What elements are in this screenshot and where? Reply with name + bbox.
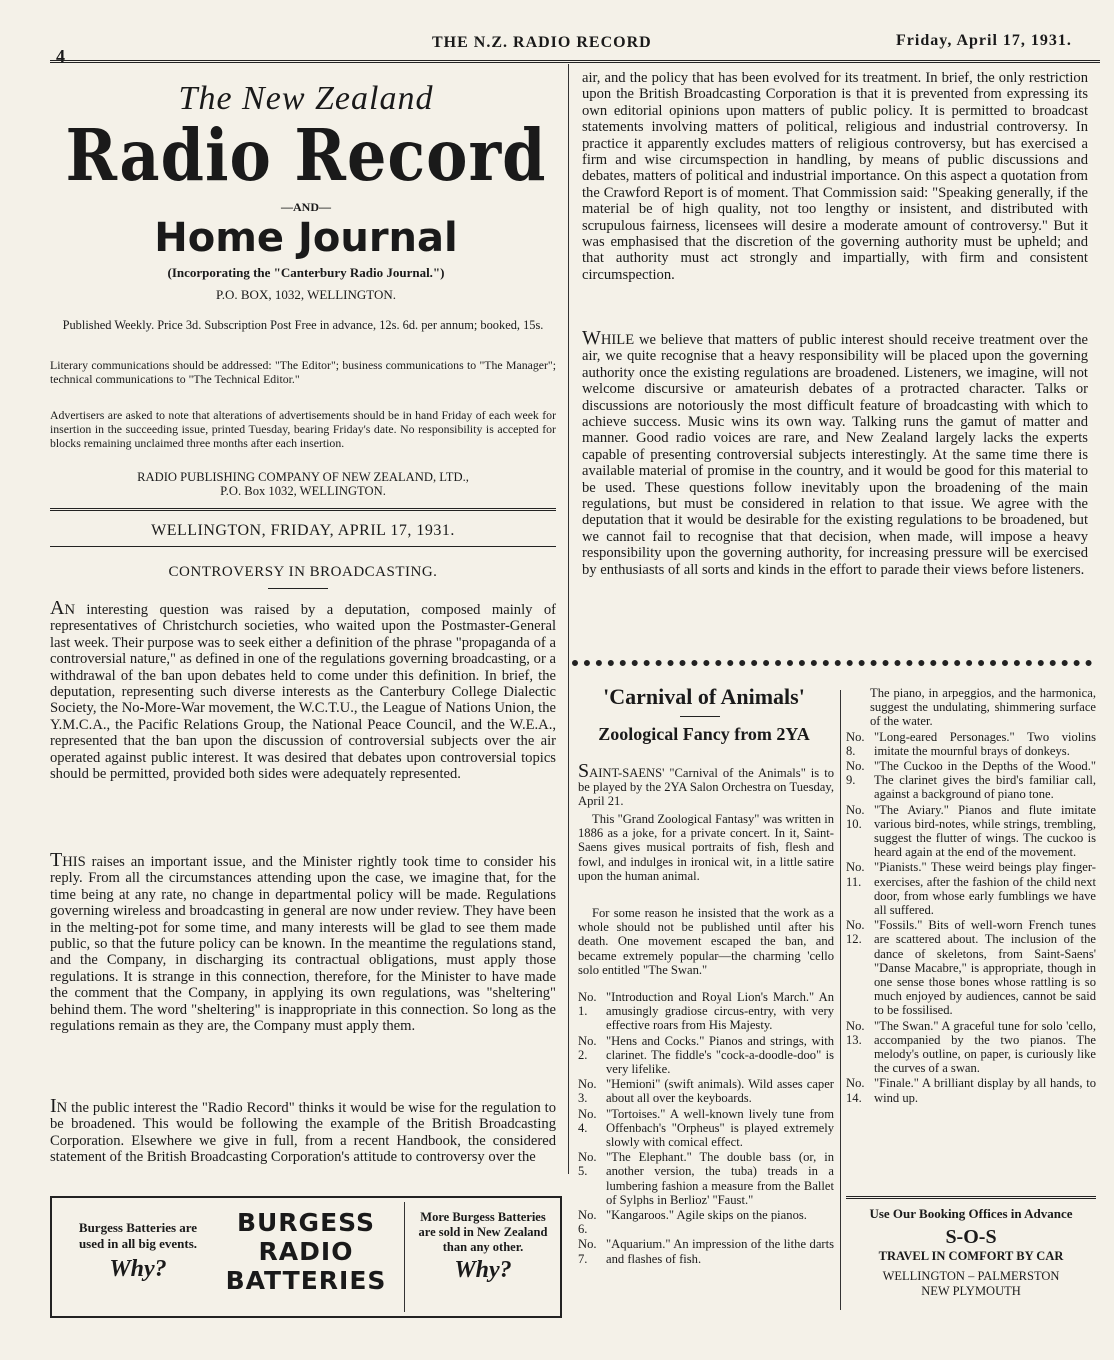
sos-ad-rule — [846, 1196, 1096, 1199]
burgess-brand — [218, 1208, 394, 1295]
masthead-subtitle: Home Journal — [154, 215, 458, 261]
sos-line2: TRAVEL IN COMFORT BY CAR — [878, 1249, 1064, 1263]
item-text: "Long-eared Personages." Two violins imitate the mournful brays of donkeys. — [874, 729, 1096, 758]
item-number: No. 11. — [846, 860, 865, 889]
carnival-paragraph-2: This "Grand Zoological Fantasy" was written in 1886 as a joke, for a private concert. In it, Saint-Saens gives musical portraits of fish, flesh and fowl, and indulges in ironical wit, in a little satire upon the human animal. — [578, 812, 834, 883]
item-text: "Hens and Cocks." Pianos and strings, with clarinet. The fiddle's "cock-a-doodle-doo" is very lifelike. — [606, 1033, 834, 1077]
carnival-list-right — [846, 686, 1096, 1106]
item-number: No. 6. — [578, 1208, 597, 1237]
masthead-title: Radio Record — [65, 113, 547, 198]
list-item — [846, 1019, 1096, 1076]
dateline-rule — [50, 546, 556, 547]
list-item — [578, 1107, 834, 1150]
item-text: "Finale." A brilliant display by all hands, to wind up. — [874, 1076, 1096, 1105]
sos-line3: WELLINGTON – PALMERSTON — [882, 1269, 1060, 1283]
column-divider-carnival — [840, 690, 841, 1310]
item-text: "Aquarium." An impression of the lithe darts and flashes of fish. — [606, 1237, 834, 1266]
carnival-continuation: The piano, in arpeggios, and the harmonica, suggest the undulating, shimmering surface of the water. — [870, 686, 1096, 729]
list-item — [578, 1150, 834, 1207]
burgess-right-text: More Burgess Batteries are sold in New Zealand than any other. — [418, 1210, 548, 1254]
item-text: "Introduction and Royal Lion's March." An amusingly gradiose circus-entry, with very effective roars from His Majesty. — [606, 990, 834, 1033]
burgess-divider — [404, 1202, 405, 1312]
item-number: No. 3. — [578, 1077, 597, 1106]
masthead-company — [50, 470, 556, 498]
masthead — [56, 80, 556, 303]
item-number: No. 10. — [846, 802, 865, 831]
burgess-left-text: Burgess Batteries are used in all big events. — [78, 1220, 198, 1251]
item-number: No. 9. — [846, 759, 865, 788]
item-text: "Tortoises." A well-known lively tune from Offenbach's "Orpheus" is played extremely slowly with comical effect. — [606, 1106, 834, 1150]
burgess-brand-line2: RADIO — [258, 1237, 354, 1266]
item-text: "Fossils." Bits of well-worn French tunes are scattered about. The inclusion of the dance of skeletons, from Saint-Saens' "Danse Macabre," is appropriate, though in one sense those bones whose rattling is so much enjoyed by audiences, cannot be said to be fossilised. — [874, 918, 1096, 1018]
company-name: RADIO PUBLISHING COMPANY OF NEW ZEALAND, LTD., — [137, 470, 469, 484]
item-number: No. 13. — [846, 1018, 865, 1047]
burgess-ad — [50, 1196, 562, 1318]
item-number: No. 5. — [578, 1150, 597, 1179]
editorial-paragraph-4: air, and the policy that has been evolved for its treatment. In brief, the only restriction upon the British Broadcasting Corporation is that it is prevented from expressing its own editorial opinions upon matters of public policy. It is permitted to broadcast statements involving matters of political, religious and industrial controversy. In practice it apparently excludes matters of religious controversy, but has exercised a firm and wise circumspection in handling, by means of public discussions and debates, matters of political and industrial importance. On this aspect a quotation from the Crawford Report is of moment. That Commission said: "Speaking generally, if the material be of high quality, not too lengthy or insistent, and distributed with scrupulous fairness, licensees will desire a moderate amount of controversy." But it was emphasised that the discretion of the governing authority must be upheld; and that authority must act strongly and impartially, with firm and consistent circumspection. — [582, 70, 1088, 283]
carnival-title: 'Carnival of Animals' — [603, 684, 805, 709]
masthead-rule — [50, 508, 556, 511]
carnival-paragraph-1: SAINT-SAENS' "Carnival of the Animals" is to be played by the 2YA Salon Orchestra on Tuesday, April 21. — [578, 760, 834, 809]
list-item — [578, 1034, 834, 1077]
masthead-line1: The New Zealand — [178, 80, 434, 117]
editorial-title: CONTROVERSY IN BROADCASTING. — [168, 564, 438, 580]
burgess-left-panel — [68, 1220, 208, 1283]
item-number: No. 14. — [846, 1076, 865, 1105]
item-text: "The Aviary." Pianos and flute imitate various bird-notes, while strings, trembling, suggest the flutter of wings. The cuckoo is heard again at the end of the movement. — [874, 802, 1096, 860]
carnival-title-rule — [680, 716, 720, 717]
company-address: P.O. Box 1032, WELLINGTON. — [220, 484, 386, 498]
editorial-paragraph-1: AN interesting question was raised by a deputation, composed mainly of representatives of Christchurch societies, who waited upon the Postmaster-General last week. Their purpose was to seek either a definition of the phrase "propaganda of a controversial nature," as defined in one of the regulations governing broadcasting, or a withdrawal of the ban upon debates held to come under this definition. In brief, the deputation, representing such diverse interests as the Canterbury College Dialectic Society, the No-More-War movement, the W.C.T.U., the League of Nations Union, the Y.M.C.A., the Pacific Relations Group, the National Peace Council, and the W.E.A., represented that the ban upon the discussion of controversial subjects over the air operated against public interest. It was desired that debates upon controversial topics should be permitted, provided both sides were adequately represented. — [50, 597, 556, 783]
list-item — [578, 990, 834, 1033]
item-text: "The Elephant." The double bass (or, in another version, the tuba) treads in a lumbering fashion a measure from the Ballet of Sylphs in Berlioz' "Faust." — [606, 1150, 834, 1207]
sos-line1: Use Our Booking Offices in Advance — [869, 1206, 1073, 1221]
header-rule — [50, 60, 1100, 63]
publication-name: THE N.Z. RADIO RECORD — [432, 34, 652, 51]
item-number: No. 8. — [846, 729, 865, 758]
list-item — [846, 860, 1096, 917]
item-number: No. 2. — [578, 1033, 597, 1062]
column-divider-main — [568, 64, 569, 1174]
masthead-published: Published Weekly. Price 3d. Subscription Post Free in advance, 12s. 6d. per annum; booked, 15s. — [62, 318, 544, 332]
item-number: No. 1. — [578, 990, 597, 1019]
title-rule — [268, 588, 328, 589]
issue-date: Friday, April 17, 1931. — [896, 32, 1072, 49]
list-item — [846, 759, 1096, 802]
editorial-dateline: WELLINGTON, FRIDAY, APRIL 17, 1931. — [151, 522, 455, 539]
masthead-and: —AND— — [281, 200, 331, 214]
list-item — [846, 918, 1096, 1017]
masthead-po-box: P.O. BOX, 1032, WELLINGTON. — [215, 287, 397, 302]
page-number: 4 — [56, 46, 66, 66]
editorial-paragraph-5: WHILE we believe that matters of public interest should receive treatment over the air, we quite recognise that a heavy responsibility will be placed upon the governing authority once the existing regulations are broadened. Listeners, we imagine, will not welcome discursive or amateurish debates of a protracted character. Talks or discussions are notoriously the most difficult feature of broadcasting with which to achieve success. Music wins its own way. Talking runs the gamut of matter and manner. Good radio voices are rare, and New Zealand largely lacks the experts capable of presenting controversial subjects interestingly. At the same time there is available material of promise in the country, and it would be good for this material to be used. These questions follow inevitably upon the broadening of the main regulations, but must be considered in relation to that issue. We agree with the deputation that it would be desirable for the existing regulations to be broadened, but we cannot fail to recognise that that decision, when made, will impose a heavy responsibility upon the governing authority, for increasing pressure will be exercised by enthusiasts of all sorts and kinds in the effort to parade their views before listeners. — [582, 327, 1088, 578]
list-item — [846, 1076, 1096, 1104]
list-item — [846, 803, 1096, 860]
item-number: No. 7. — [578, 1237, 597, 1266]
masthead-literary: Literary communications should be addressed: "The Editor"; business communications to "The Manager"; technical communications to "The Technical Editor." — [50, 358, 556, 387]
item-number: No. 4. — [578, 1106, 597, 1135]
item-text: "The Swan." A graceful tune for solo 'cello, accompanied by the two pianos. The melody's outline, on paper, is curiously like the curves of a swan. — [874, 1018, 1096, 1076]
burgess-right-why: Why? — [454, 1257, 512, 1283]
item-text: "Pianists." These weird beings play finger-exercises, after the fashion of the child next door, from whose early fumblings we have all suffered. — [874, 860, 1096, 918]
masthead-advertisers: Advertisers are asked to note that alterations of advertisements should be in hand Friday of each week for insertion in the succeeding issue, printed Tuesday, bearing Friday's date. No responsibility is accepted for blocks remaining unclaimed three months after each insertion. — [50, 408, 556, 451]
burgess-brand-line1: BURGESS — [236, 1208, 376, 1237]
sos-line4: NEW PLYMOUTH — [921, 1284, 1021, 1298]
masthead-incorporating: (Incorporating the "Canterbury Radio Journal.") — [167, 265, 445, 280]
editorial-paragraph-3: IN the public interest the "Radio Record" thinks it would be wise for the regulation to be broadened. This would be following the example of the British Broadcasting Corporation. Elsewhere we give in full, from a recent Handbook, the considered statement of the British Broadcasting Corporation's attitude to controversy over the — [50, 1095, 556, 1166]
item-number: No. 12. — [846, 918, 865, 947]
carnival-subtitle: Zoological Fancy from 2YA — [598, 724, 810, 744]
item-text: "Hemioni" (swift animals). Wild asses caper about all over the keyboards. — [606, 1077, 834, 1106]
editorial-paragraph-2: THIS raises an important issue, and the Minister rightly took time to consider his reply. From all the circumstances attending upon the case, we imagine that, for the time being at any rate, no change in departmental policy will be made. Regulations governing wireless and broadcasting in general are now under review. They have been in the melting-pot for some time, and many interests will be glad to see them made public, so that the future policy can be known. In the meantime the regulations stand, and the Company, in discharging its contractual obligations, must apply those regulations. It is strange in this connection, therefore, for the Minister to have made the comment that the Company, in applying its own regulations, was "sheltering" behind them. The word "sheltering" is inappropriate in this connection. So long as the regulations remain as they are, the Company must apply them. — [50, 849, 556, 1035]
decorative-divider — [572, 660, 1092, 666]
burgess-left-why: Why? — [109, 1256, 167, 1282]
sos-ad — [846, 1206, 1096, 1299]
item-text: "The Cuckoo in the Depths of the Wood." The clarinet gives the bird's familiar call, against a background of piano tone. — [874, 759, 1096, 802]
carnival-paragraph-3: For some reason he insisted that the work as a whole should not be published until after his death. One movement escaped the ban, and became extremely popular—the charming 'cello solo entitled "The Swan." — [578, 906, 834, 977]
burgess-brand-line3: BATTERIES — [225, 1266, 387, 1295]
sos-brand: S-O-S — [945, 1226, 997, 1248]
list-item — [578, 1208, 834, 1236]
list-item — [578, 1237, 834, 1265]
list-item — [578, 1077, 834, 1105]
list-item — [846, 730, 1096, 758]
item-text: "Kangaroos." Agile skips on the pianos. — [606, 1208, 807, 1223]
carnival-list-left — [578, 990, 834, 1267]
burgess-right-panel — [414, 1210, 552, 1284]
